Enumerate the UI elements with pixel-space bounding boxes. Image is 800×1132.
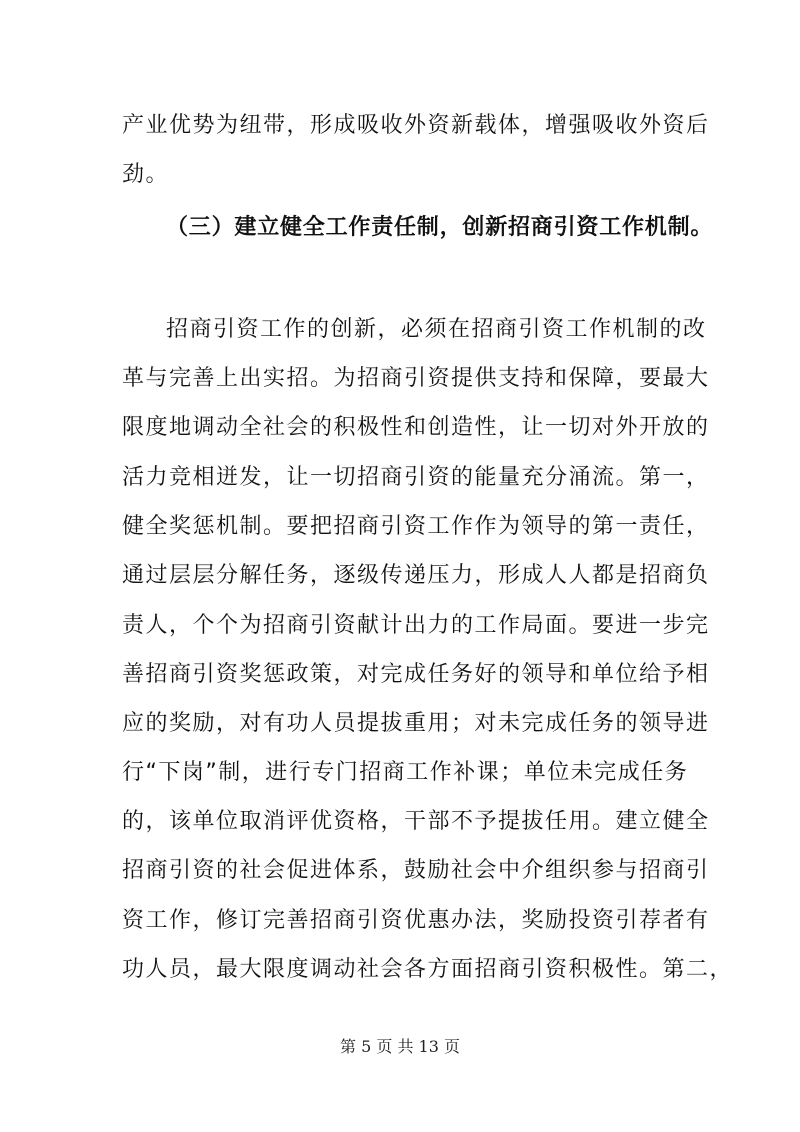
paragraph-line: 限度地调动全社会的积极性和创造性，让一切对外开放的 (122, 415, 710, 440)
paragraph-line: 功人员，最大限度调动社会各方面招商引资积极性。第二， (122, 957, 734, 982)
paragraph-line: 招商引资工作的创新，必须在招商引资工作机制的改 (166, 317, 707, 342)
paragraph-line: 健全奖惩机制。要把招商引资工作作为领导的第一责任， (122, 514, 710, 539)
paragraph-line: 资工作，修订完善招商引资优惠办法，奖励投资引荐者有 (122, 908, 710, 933)
paragraph-line: 善招商引资奖惩政策，对完成任务好的领导和单位给予相 (122, 662, 710, 687)
intro-line: 产业优势为纽带，形成吸收外资新载体，增强吸收外资后 (122, 113, 710, 138)
paragraph-line: 应的奖励，对有功人员提拔重用；对未完成任务的领导进 (122, 711, 710, 736)
intro-line: 劲。 (122, 162, 170, 187)
paragraph-line: 招商引资的社会促进体系，鼓励社会中介组织参与招商引 (122, 858, 710, 883)
paragraph-line: 通过层层分解任务，逐级传递压力，形成人人都是招商负 (122, 563, 710, 588)
paragraph-line: 行“下岗”制，进行专门招商工作补课；单位未完成任务 (122, 760, 689, 785)
paragraph-line: 责人，个个为招商引资献计出力的工作局面。要进一步完 (122, 613, 710, 638)
paragraph-line: 革与完善上出实招。为招商引资提供支持和保障，要最大 (122, 366, 710, 391)
paragraph-line: 的，该单位取消评优资格，干部不予提拔任用。建立健全 (122, 809, 710, 834)
page-number-footer: 第 5 页 共 13 页 (340, 1037, 460, 1056)
paragraph-line: 活力竞相迸发，让一切招商引资的能量充分涌流。第一， (122, 465, 710, 490)
section-heading: （三）建立健全工作责任制，创新招商引资工作机制。 (166, 215, 714, 240)
